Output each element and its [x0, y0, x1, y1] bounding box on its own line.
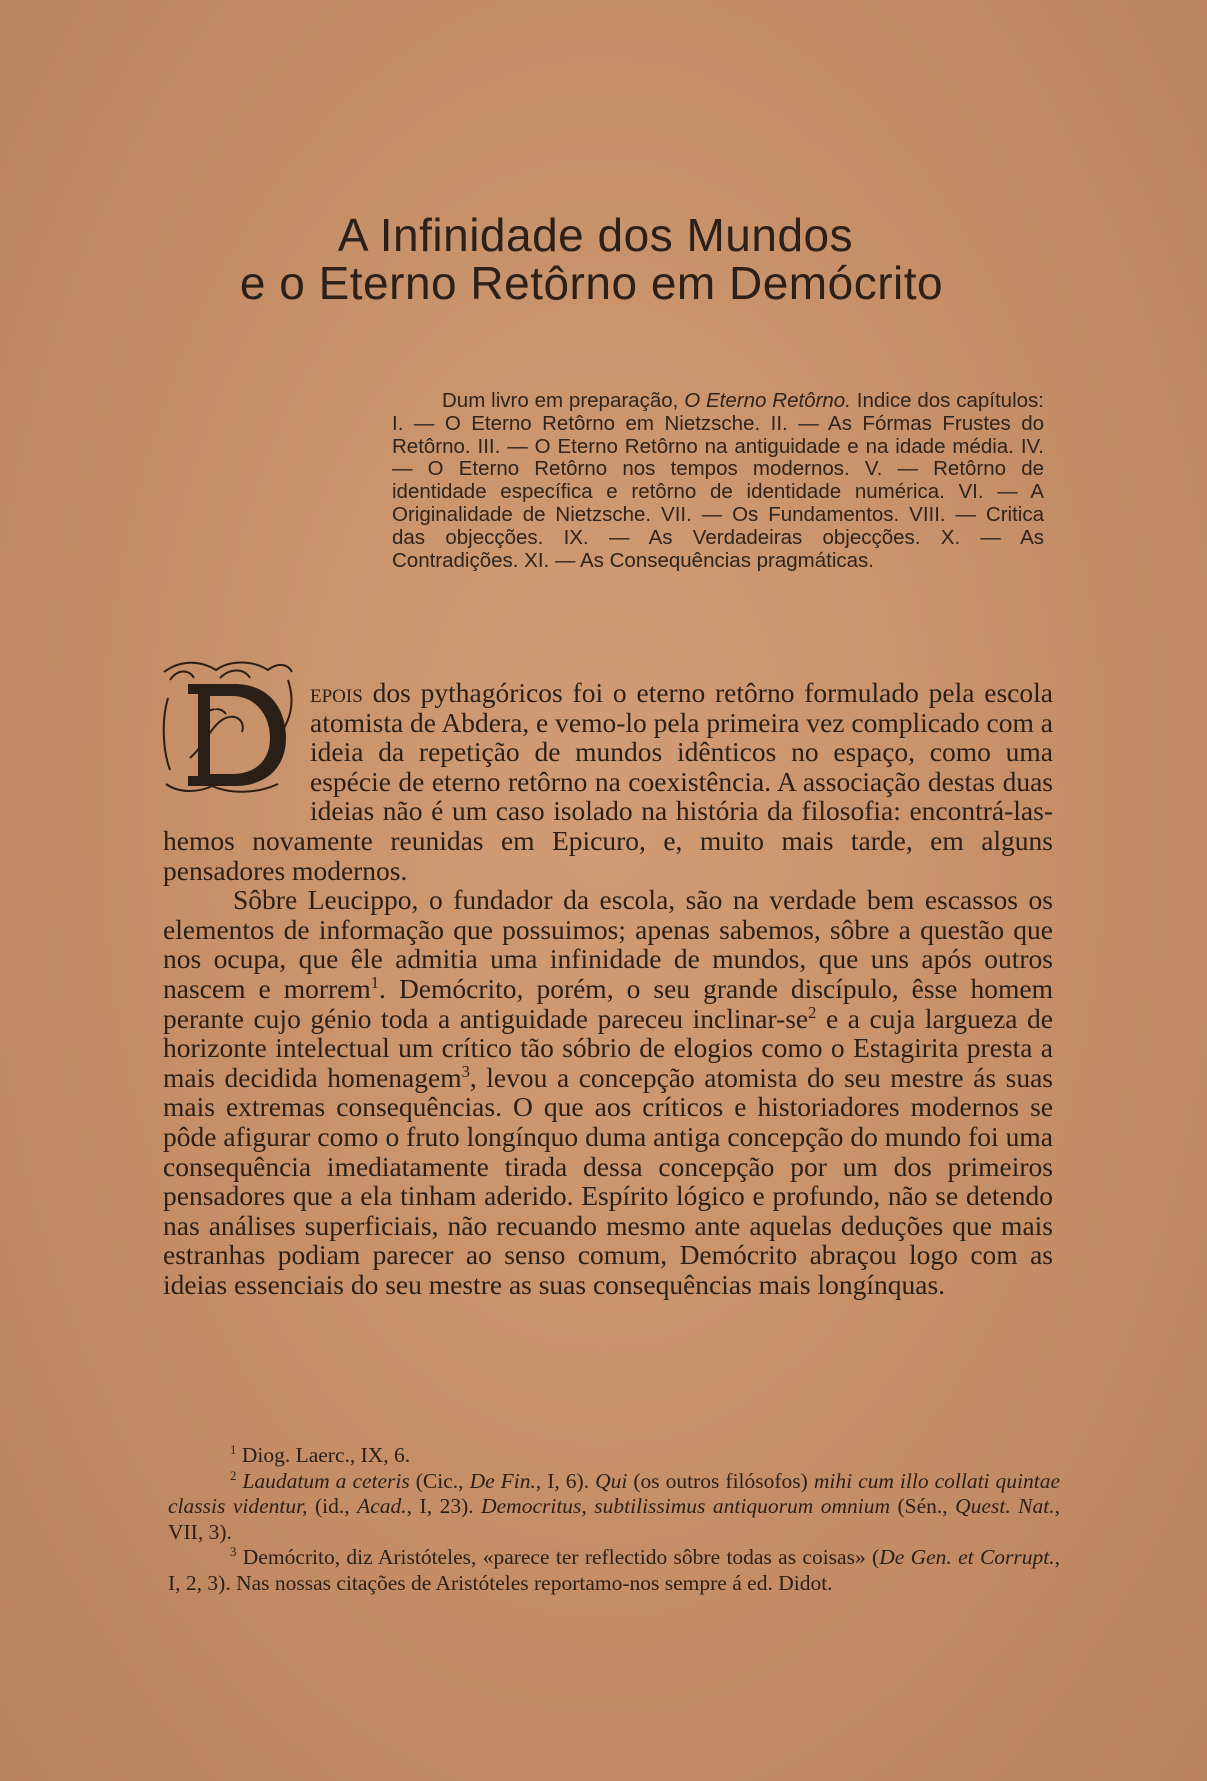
paragraph-2-text-c: e a cuja largueza de horizonte intelectual um crítico tão sóbrio de elogios como o Estagirita presta a mais decidida homenagem	[163, 1002, 1054, 1093]
chapter-summary	[392, 390, 1044, 572]
page-title-line-1: A Infinidade dos Mundos	[337, 209, 854, 261]
dropcap-letter-shape	[188, 684, 286, 786]
paragraph-2-text-d: , levou a concepção atomista do seu mestre ás suas mais extremas consequências. O que aos críticos e historiadores modernos se pôde afigurar como o fruto longínquo duma antiga concepção do mundo foi uma consequência imediatamente tirada dessa concepção por um dos primeiros pensadores que a ela tinham aderido. Espírito lógico e profundo, não se detendo nas análises superficiais, não recuando mesmo ante aquelas deduções que mais estranhas podiam parecer ao senso comum, Demócrito abraçou logo com as ideias essenciais do seu mestre as suas consequências mais longínquas.	[163, 1061, 1053, 1300]
fn2-b: (Cic.,	[409, 1468, 470, 1493]
paragraph-2-text-b: . Demócrito, porém, o seu grande discípulo, êsse homem perante cujo génio toda a antiguidade pareceu inclinar-se	[163, 972, 1053, 1034]
footnote-2-mark: 2	[230, 1468, 237, 1483]
fn2-m: Quest. Nat.	[955, 1494, 1055, 1518]
paragraph-1	[163, 678, 1053, 885]
fn2-k: Democritus, subtilissimus antiquorum omnium	[481, 1494, 890, 1518]
fn3-a: Demócrito, diz Aristóteles, «parece ter reflectido sôbre todas as coisas» (	[236, 1545, 880, 1569]
footnote-2	[168, 1469, 1060, 1546]
footnote-1-mark: 1	[230, 1442, 237, 1457]
fn2-h: (id.,	[307, 1494, 358, 1518]
footnote-ref-1: 1	[370, 972, 380, 992]
fn2-d: , I, 6).	[535, 1468, 596, 1493]
fn2-e: Qui	[595, 1468, 628, 1493]
fn2-l: (Sén.,	[890, 1494, 956, 1518]
fn2-i: Acad.	[357, 1494, 407, 1518]
fn3-c: , I, 2, 3). Nas nossas citações de Aristóteles reportamo-nos sempre á ed. Didot.	[168, 1545, 1061, 1595]
page-title-line-2: e o Eterno Retôrno em Demócrito	[239, 257, 944, 309]
footnote-ref-2: 2	[808, 1002, 817, 1022]
paragraph-2-text-a: Sôbre Leucippo, o fundador da escola, são na verdade bem escassos os elementos de informação que possuimos; apenas sabemos, sôbre a questão que nos ocupa, que êle admitia uma infinidade de mundos, que uns após outros nascem e morrem	[163, 884, 1053, 1004]
footnote-3-mark: 3	[230, 1544, 237, 1559]
fn2-j: , I, 23).	[406, 1494, 482, 1518]
main-text	[163, 678, 1053, 1299]
fn2-f: (os outros filósofos)	[627, 1468, 814, 1493]
footnote-ref-3: 3	[461, 1061, 470, 1081]
footnote-3	[168, 1545, 1060, 1596]
fn2-n: , VII, 3).	[168, 1494, 1060, 1544]
dropcap-continuation: epois	[310, 677, 363, 708]
summary-lead: Dum livro em preparação,	[442, 389, 685, 412]
fn2-g: mihi cum illo collati quintae classis videntur,	[168, 1468, 1061, 1518]
summary-contents: Indice dos capítulos: I. — O Eterno Retôrno em Nietzsche. II. — As Fórmas Frustes do Retôrno. III. — O Eterno Retôrno na antiguidade e na idade média. IV. — O Eterno Retôrno nos tempos modernos. V. — Retôrno de identidade específica e retôrno de identidade numérica. VI. — A Originalidade de Nietzsche. VII. — Os Fundamentos. VIII. — Critica das objecções. IX. — As Verdadeiras objecções. X. — As Contradições. XI. — As Consequências pragmáticas.	[392, 389, 1044, 572]
paragraph-2	[163, 885, 1053, 1299]
footnote-1	[168, 1443, 1060, 1469]
fn2-c: De Fin.	[469, 1468, 536, 1493]
fn2-a: Laudatum a ceteris	[242, 1468, 410, 1493]
fn3-b: De Gen. et Corrupt.	[879, 1545, 1055, 1569]
summary-book-title: O Eterno Retôrno.	[684, 389, 851, 412]
footnote-1-text: Diog. Laerc., IX, 6.	[236, 1443, 411, 1467]
paragraph-1-text: dos pythagóricos foi o eterno retôrno formulado pela escola atomista de Abdera, e vemo-lo pela primeira vez complicado com a ideia da repetição de mundos idênticos no espaço, como uma espécie de eterno retôrno na coexistência. A associação destas duas ideias não é um caso isolado na história da filosofia: encontrá-las-hemos novamente reunidas em Epicuro, e, muito mais tarde, em alguns pensadores modernos.	[163, 677, 1053, 886]
ornamental-dropcap-d	[160, 658, 296, 798]
footnotes	[168, 1443, 1060, 1596]
